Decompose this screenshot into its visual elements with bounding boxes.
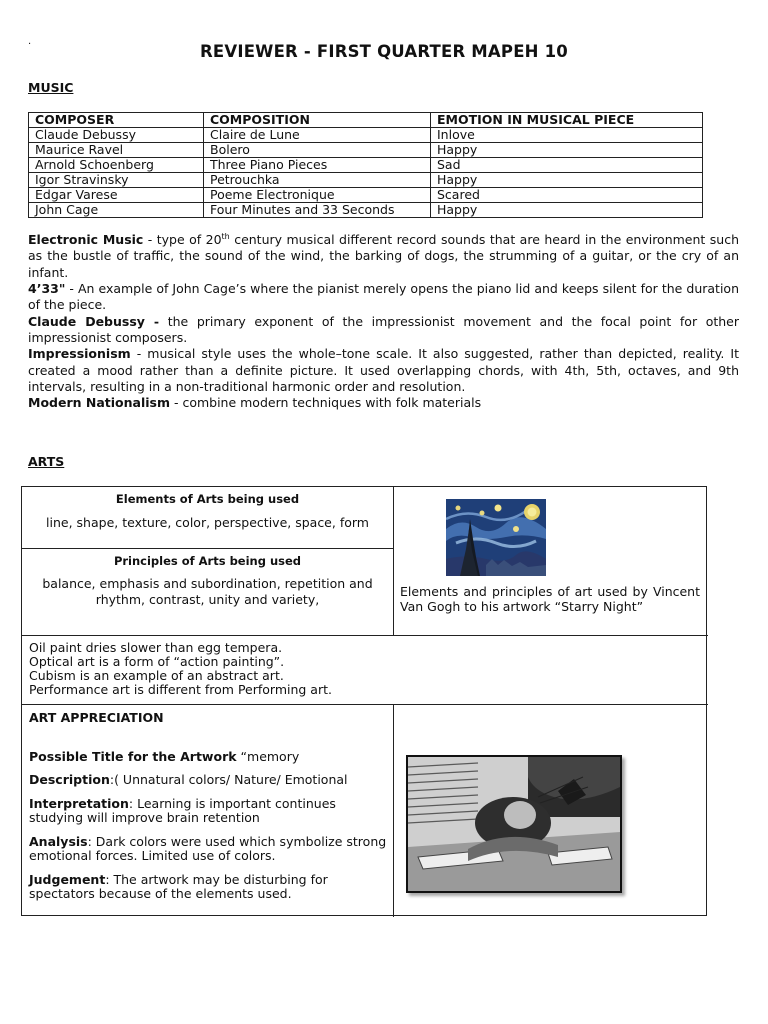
- table-row: [29, 188, 703, 203]
- definition-text: - type of 20: [143, 232, 222, 248]
- definition-electronic-music: [28, 229, 739, 281]
- column-header-emotion: EMOTION IN MUSICAL PIECE: [431, 113, 703, 128]
- divider: [22, 704, 708, 705]
- column-header-composer: COMPOSER: [29, 113, 204, 128]
- music-heading: MUSIC: [28, 80, 74, 95]
- arts-heading: ARTS: [28, 454, 65, 469]
- composer-cell: Igor Stravinsky: [29, 173, 204, 188]
- composition-cell: Bolero: [204, 143, 431, 158]
- composer-cell: Edgar Varese: [29, 188, 204, 203]
- starry-night-image: [446, 499, 546, 576]
- composer-cell: Arnold Schoenberg: [29, 158, 204, 173]
- composer-cell: Claude Debussy: [29, 128, 204, 143]
- interpretation-value: : Learning is important continues studying will improve brain retention: [29, 795, 336, 825]
- emotion-cell: Happy: [431, 143, 703, 158]
- emotion-cell: Happy: [431, 173, 703, 188]
- fact-item: Cubism is an example of an abstract art.: [29, 668, 284, 683]
- definition-4-33: [28, 281, 739, 314]
- appreciation-heading: ART APPRECIATION: [29, 710, 164, 725]
- composition-cell: Three Piano Pieces: [204, 158, 431, 173]
- composition-cell: Claire de Lune: [204, 128, 431, 143]
- term-4-33: 4’33": [28, 281, 66, 297]
- definition-text: the primary exponent of the impressionist movement and the focal point for other impressionist composers.: [28, 313, 739, 345]
- principles-heading: Principles of Arts being used: [113, 554, 302, 568]
- artwork-image: [406, 755, 622, 893]
- definition-text: century musical different record sounds that are heard in the environment such as the bustle of traffic, the sound of the wind, the barking of dogs, the strumming of a guitar, or the cry of an infant.: [28, 232, 739, 280]
- term-modern-nationalism: Modern Nationalism: [28, 395, 170, 411]
- fact-item: Oil paint dries slower than egg tempera.: [29, 640, 283, 655]
- art-facts: [29, 641, 332, 697]
- fact-item: Optical art is a form of “action painting”.: [29, 654, 285, 669]
- definition-modern-nationalism: [28, 395, 739, 411]
- analysis-value: : Dark colors were used which symbolize strong emotional forces. Limited use of colors.: [29, 833, 387, 863]
- principles-text: balance, emphasis and subordination, repetition and rhythm, contrast, unity and variety,: [42, 576, 373, 607]
- definition-debussy: [28, 314, 739, 347]
- art-appreciation: [29, 711, 389, 911]
- arts-table: [21, 486, 707, 916]
- definition-text: - combine modern techniques with folk materials: [169, 395, 482, 411]
- composition-cell: Four Minutes and 33 Seconds: [204, 203, 431, 218]
- judgement: [29, 873, 389, 902]
- term-debussy: Claude Debussy -: [28, 313, 160, 329]
- judgement-label: Judgement: [29, 871, 106, 887]
- composer-cell: Maurice Ravel: [29, 143, 204, 158]
- superscript-th: th: [221, 232, 230, 241]
- elements-text: line, shape, texture, color, perspective, space, form: [46, 515, 369, 530]
- analysis-label: Analysis: [29, 833, 88, 849]
- analysis: [29, 835, 389, 864]
- divider: [393, 704, 394, 917]
- emotion-cell: Inlove: [431, 128, 703, 143]
- definition-impressionism: [28, 346, 739, 395]
- description: [29, 773, 389, 788]
- term-electronic-music: Electronic Music: [28, 232, 144, 248]
- divider: [22, 635, 708, 636]
- possible-title-value: “memory: [236, 748, 300, 764]
- table-row: [29, 173, 703, 188]
- emotion-cell: Happy: [431, 203, 703, 218]
- definition-text: - An example of John Cage’s where the pianist merely opens the piano lid and keeps silent for the duration of the piece.: [28, 281, 739, 313]
- table-row: [29, 143, 703, 158]
- table-row: [29, 128, 703, 143]
- table-header-row: [29, 113, 703, 128]
- table-row: [29, 203, 703, 218]
- composer-cell: John Cage: [29, 203, 204, 218]
- emotion-cell: Scared: [431, 188, 703, 203]
- definition-text: - musical style uses the whole–tone scale. It also suggested, rather than depicted, reality. It created a mood rather than a definite picture. It used overlapping chords, with 4th, 5th, octaves, and 9th intervals, resulting in a non-traditional harmonic order and resolution.: [28, 346, 739, 394]
- table-row: [29, 158, 703, 173]
- vangogh-cell: [22, 487, 708, 635]
- composition-cell: Poeme Electronique: [204, 188, 431, 203]
- description-value: :( Unnatural colors/ Nature/ Emotional: [109, 772, 348, 787]
- interpretation: [29, 797, 389, 826]
- interpretation-label: Interpretation: [29, 795, 129, 811]
- fact-item: Performance art is different from Performing art.: [29, 682, 332, 697]
- emotion-cell: Sad: [431, 158, 703, 173]
- corner-dot: .: [28, 36, 32, 47]
- elements-heading: Elements of Arts being used: [115, 492, 300, 506]
- term-impressionism: Impressionism: [28, 346, 131, 362]
- description-label: Description: [29, 772, 110, 787]
- composition-cell: Petrouchka: [204, 173, 431, 188]
- column-header-composition: COMPOSITION: [204, 113, 431, 128]
- vangogh-caption: Elements and principles of art used by Vincent Van Gogh to his artwork “Starry Night”: [400, 584, 700, 614]
- judgement-value: : The artwork may be disturbing for spectators because of the elements used.: [29, 871, 328, 901]
- possible-title-label: Possible Title for the Artwork: [29, 748, 237, 764]
- music-definitions: [28, 229, 739, 411]
- possible-title: [29, 750, 389, 765]
- composer-table: [28, 112, 703, 218]
- page-title: REVIEWER - FIRST QUARTER MAPEH 10: [200, 42, 568, 61]
